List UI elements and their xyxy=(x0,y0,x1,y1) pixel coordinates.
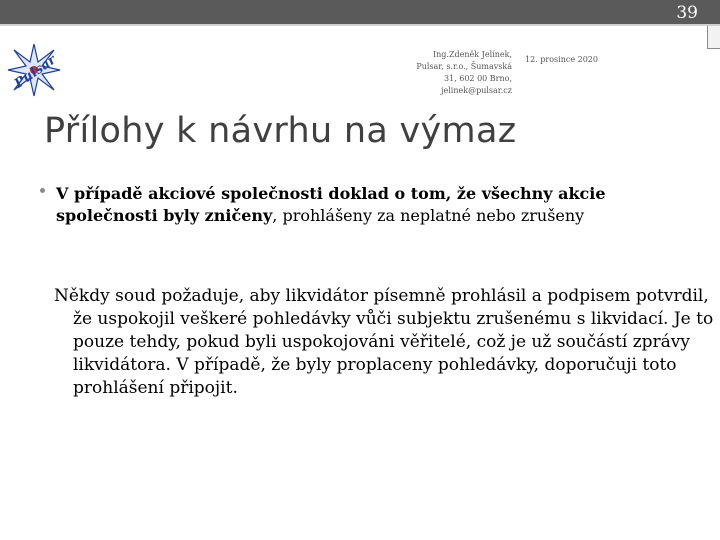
pulsar-logo xyxy=(6,42,62,98)
presenter-email: jelinek@pulsar.cz xyxy=(441,86,512,95)
frame-decoration xyxy=(707,26,720,49)
bullet-rest-text: , prohlášeny za neplatné nebo zrušeny xyxy=(272,206,585,225)
presenter-address: 31, 602 00 Brno, xyxy=(443,74,512,83)
presenter-company: Pulsar, s.r.o., Šumavská xyxy=(416,62,512,71)
bullet-text xyxy=(56,183,656,227)
presenter-name: Ing.Zdeněk Jelínek, xyxy=(432,50,512,59)
slide-date: 12. prosince 2020 xyxy=(525,55,598,64)
body-paragraph: Někdy soud požaduje, aby likvidátor písemně prohlásil a podpisem potvrdil, že uspokojil veškeré pohledávky vůči subjektu zrušenému s likvidací. Je to pouze tehdy, pokud byli uspokojováni věřitelé, což je už součástí zprávy likvidátora. V případě, že byly proplaceny pohledávky, doporučuji toto prohlášení připojit. xyxy=(54,286,714,398)
top-bar-rule xyxy=(0,24,720,26)
bullet-bold-text: V případě akciové společnosti doklad o tom, že všechny akcie společnosti byly zničeny xyxy=(56,184,606,225)
slide-number: 39 xyxy=(676,3,698,23)
bullet-dot-icon xyxy=(40,188,45,193)
logo-wordmark: Pulsar xyxy=(11,52,59,92)
bullet-item xyxy=(56,183,656,227)
top-bar xyxy=(0,0,720,24)
slide-title: Přílohy k návrhu na výmaz xyxy=(44,111,517,151)
presenter-info xyxy=(408,49,512,97)
